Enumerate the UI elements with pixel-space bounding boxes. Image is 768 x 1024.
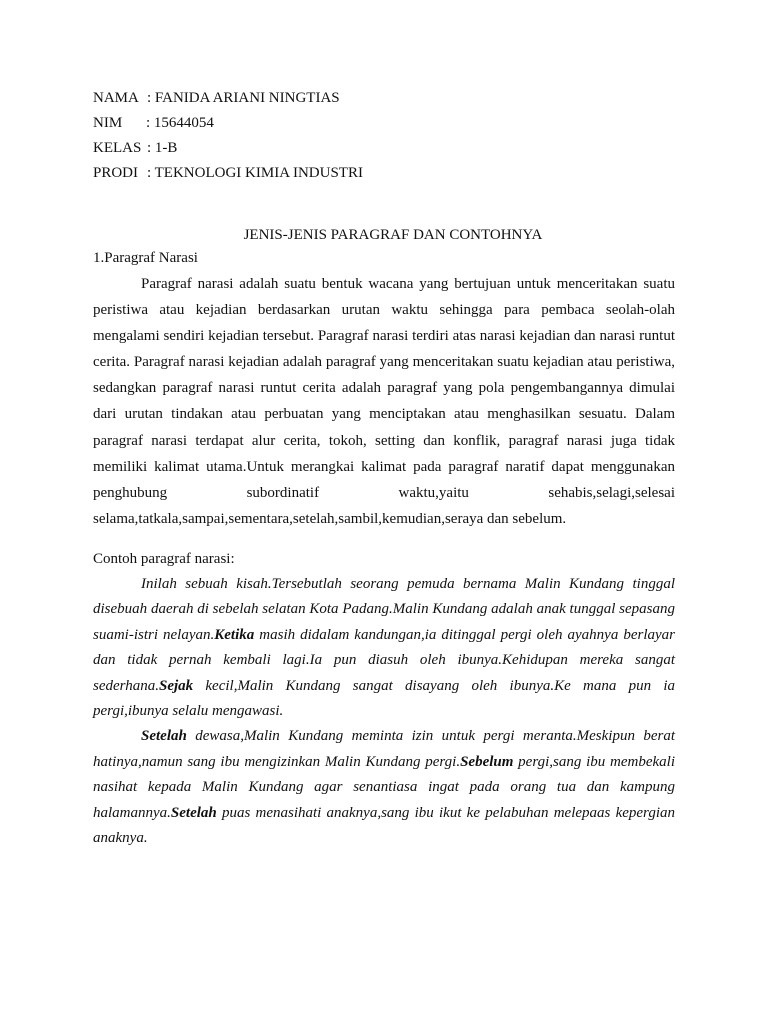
story-text: pergi,sang ibu membekali nasihat kepada Malin Kundang agar senantiasa ingat pada orang tua dan kampung halamannya.	[93, 753, 675, 821]
narasi-paragraph: Paragraf narasi adalah suatu bentuk wacana yang bertujuan untuk menceritakan suatu peristiwa atau kejadian berdasarkan urutan waktu sehingga para pembaca seolah-olah mengalami sendiri kejadian tersebut. Paragraf narasi terdiri atas narasi kejadian dan narasi runtut cerita. Paragraf narasi kejadian adalah paragraf yang menceritakan suatu kejadian atau peristiwa, sedangkan paragraf narasi runtut cerita adalah paragraf yang pola pengembangannya dimulai dari urutan tindakan atau perbuatan yang menciptakan atau menghasilkan sesuatu. Dalam paragraf narasi terdapat alur cerita, tokoh, setting dan konflik, paragraf narasi juga tidak memiliki kalimat utama.Untuk merangkai kalimat pada paragraf naratif dapat menggunakan penghubung subordinatif waktu,yaitu sehabis,selagi,selesai selama,tatkala,sampai,sementara,setelah,sambil,kemudian,seraya dan sebelum.	[93, 276, 675, 527]
story-text: puas menasihati anaknya,sang ibu ikut ke pelabuhan melepaas kepergian anaknya.	[93, 804, 675, 847]
kelas-value: : 1-B	[147, 140, 178, 156]
story-text: dewasa,Malin Kundang meminta izin untuk pergi meranta.Meskipun berat hatinya,namun sang ibu mengizinkan Malin Kundang pergi.	[93, 728, 675, 770]
kelas-label: KELAS	[93, 140, 142, 156]
nama-label: NAMA	[93, 90, 139, 106]
story-text: kecil,Malin Kundang sangat disayang oleh ibunya.Ke mana pun ia pergi,ibunya selalu mengawasi.	[93, 677, 675, 720]
kelas-row	[93, 136, 363, 161]
example-story	[93, 572, 675, 851]
prodi-value: : TEKNOLOGI KIMIA INDUSTRI	[147, 165, 363, 181]
section-heading-narasi: 1.Paragraf Narasi	[93, 250, 198, 266]
story-conjunction: Sejak	[158, 677, 194, 694]
example-heading: Contoh paragraf narasi:	[93, 551, 235, 567]
story-conjunction: Setelah	[141, 728, 187, 745]
nim-value: : 15644054	[146, 115, 214, 131]
story-text: masih didalam kandungan,ia ditinggal pergi oleh ayahnya berlayar dan tidak pernah kembali lagi.Ia pun diasuh oleh ibunya.Kehidupan mereka sangat sederhana.	[93, 626, 676, 694]
prodi-label: PRODI	[93, 165, 139, 181]
nim-label: NIM	[93, 115, 123, 131]
story-paragraph-2	[93, 724, 675, 851]
identity-block	[93, 86, 363, 186]
story-text: Inilah sebuah kisah.Tersebutlah seorang pemuda bernama Malin Kundang tinggal disebuah daerah di sebelah selatan Kota Padang.Malin Kundang adalah anak tunggal sepasang suami-istri nelayan.	[93, 576, 675, 643]
document-title: JENIS-JENIS PARAGRAF DAN CONTOHNYA	[243, 227, 543, 243]
nama-row	[93, 86, 363, 111]
story-paragraph-1	[93, 572, 675, 724]
prodi-row	[93, 161, 363, 186]
nim-row	[93, 111, 363, 136]
section-body-narasi	[93, 271, 675, 532]
story-conjunction: Sebelum	[460, 753, 514, 770]
story-conjunction: Setelah	[170, 804, 217, 821]
nama-value: : FANIDA ARIANI NINGTIAS	[147, 90, 340, 106]
story-conjunction: Ketika	[214, 626, 255, 643]
